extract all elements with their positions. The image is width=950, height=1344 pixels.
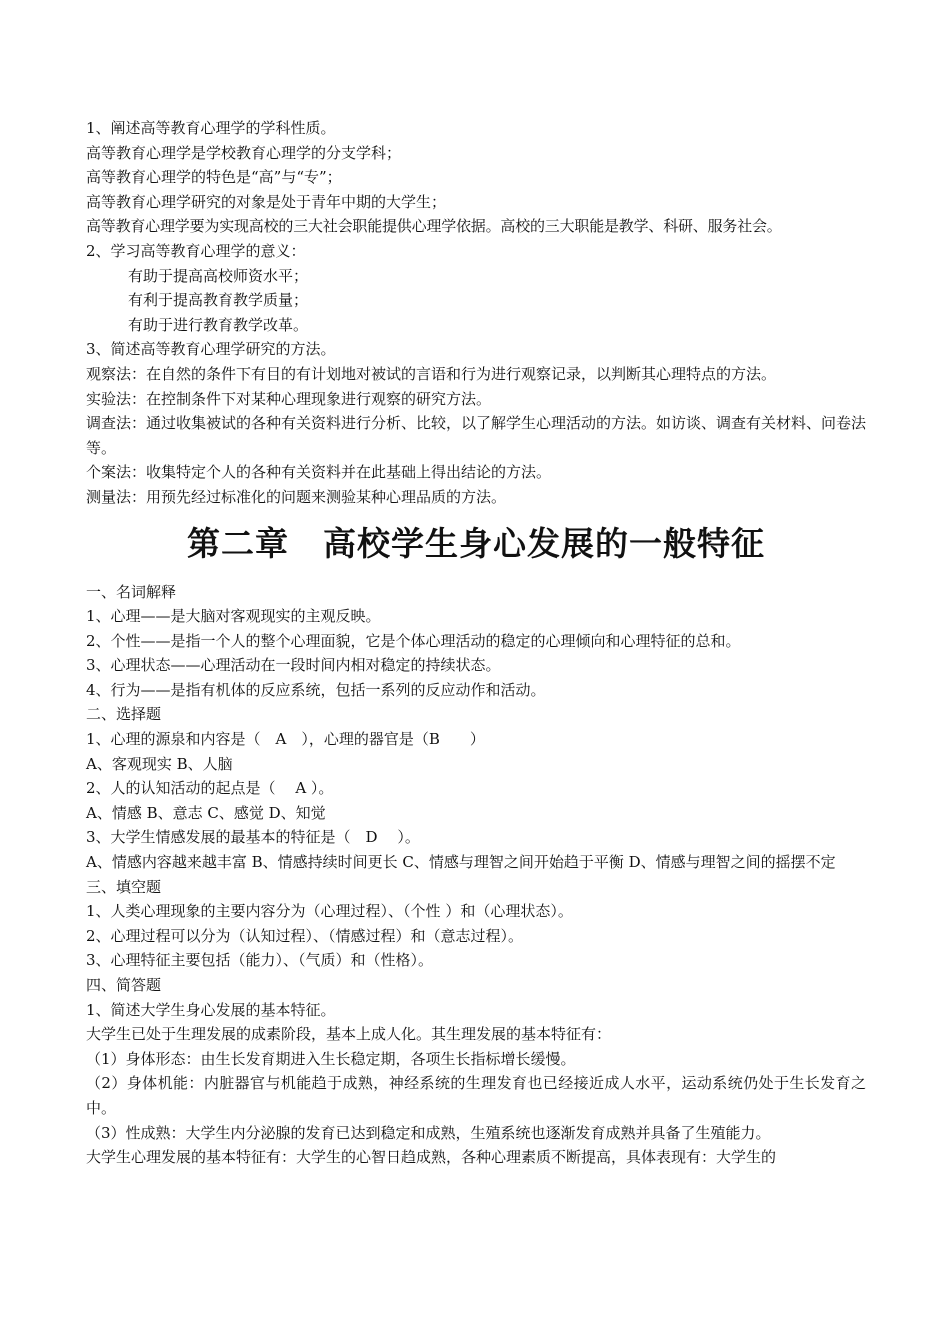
fill-line: 2、心理过程可以分为（认知过程）、（情感过程）和（意志过程）。 xyxy=(86,926,524,945)
terms-heading: 一、名词解释 xyxy=(86,582,177,601)
choice-section xyxy=(86,702,866,874)
short-answer-heading: 四、简答题 xyxy=(86,976,162,994)
term-item: 4、行为——是指有机体的反应系统，包括一系列的反应动作和活动。 xyxy=(86,680,546,699)
terms-section xyxy=(86,580,866,703)
fill-heading: 三、填空题 xyxy=(86,877,162,896)
choice-line: 3、大学生情感发展的最基本的特征是（ D ）。 xyxy=(86,828,420,847)
choice-line: A、客观现实 B、人脑 xyxy=(86,754,233,773)
choice-line: A、情感 B、意志 C、感觉 D、知觉 xyxy=(86,803,326,822)
term-item: 3、心理状态——心理活动在一段时间内相对稳定的持续状态。 xyxy=(86,656,501,675)
answer-line: 高等教育心理学的特色是“高”与“专”； xyxy=(86,168,342,187)
method-experiment: 实验法：在控制条件下对某种心理现象进行观察的研究方法。 xyxy=(86,389,492,408)
answer-line: 高等教育心理学是学校教育心理学的分支学科； xyxy=(86,143,402,162)
methods-section xyxy=(86,337,866,509)
fill-line: 1、人类心理现象的主要内容分为（心理过程）、（个性 ）和（心理状态）。 xyxy=(86,902,573,921)
section-discipline-nature xyxy=(86,116,866,264)
method-measurement: 测量法：用预先经过标准化的问题来测验某种心理品质的方法。 xyxy=(86,487,507,506)
significance-item: 有助于提高高校师资水平； xyxy=(128,266,309,285)
answer-line: 高等教育心理学研究的对象是处于青年中期的大学生； xyxy=(86,192,447,211)
short-answer-line: 1、简述大学生身心发展的基本特征。 xyxy=(86,1000,336,1019)
chapter-title: 第二章 高校学生身心发展的一般特征 xyxy=(187,523,765,563)
fill-section xyxy=(86,875,866,973)
significance-item: 有助于进行教育教学改革。 xyxy=(128,315,309,334)
answer-line: 高等教育心理学要为实现高校的三大社会职能提供心理学依据。高校的三大职能是教学、科研、服务社会。 xyxy=(86,217,782,236)
short-answer-line: 大学生心理发展的基本特征有：大学生的心智日趋成熟，各种心理素质不断提高，具体表现有：大学生的 xyxy=(86,1148,777,1167)
significance-list xyxy=(86,264,866,338)
method-case-study: 个案法：收集特定个人的各种有关资料并在此基础上得出结论的方法。 xyxy=(86,463,552,482)
choice-line: 1、心理的源泉和内容是（ A ），心理的器官是（B ） xyxy=(86,730,485,749)
method-survey: 调查法：通过收集被试的各种有关资料进行分析、比较，以了解学生心理活动的方法。如访谈、调查有关材料、问卷法等。 xyxy=(86,414,867,457)
short-answer-line: （1）身体形态：由生长发育期进入生长稳定期，各项生长指标增长缓慢。 xyxy=(86,1049,576,1068)
document-page xyxy=(86,116,866,1170)
choice-line: 2、人的认知活动的起点是（ A ）。 xyxy=(86,779,334,798)
term-item: 2、个性——是指一个人的整个心理面貌，它是个体心理活动的稳定的心理倾向和心理特征的总和。 xyxy=(86,631,741,650)
short-answer-line: （3）性成熟：大学生内分泌腺的发育已达到稳定和成熟，生殖系统也逐渐发育成熟并具备了生殖能力。 xyxy=(86,1123,771,1142)
question-3-heading: 3、简述高等教育心理学研究的方法。 xyxy=(86,340,336,359)
question-2-heading: 2、学习高等教育心理学的意义： xyxy=(86,241,306,260)
short-answer-line: 大学生已处于生理发展的成素阶段，基本上成人化。其生理发展的基本特征有： xyxy=(86,1025,612,1044)
short-answer-line: （2）身体机能：内脏器官与机能趋于成熟，神经系统的生理发育也已经接近成人水平，运动系统仍处于生长发育之中。 xyxy=(86,1074,866,1117)
choice-line: A、情感内容越来越丰富 B、情感持续时间更长 C、情感与理智之间开始趋于平衡 D、情感与理智之间的摇摆不定 xyxy=(86,853,836,872)
method-observation: 观察法：在自然的条件下有目的有计划地对被试的言语和行为进行观察记录，以判断其心理特点的方法。 xyxy=(86,364,777,383)
significance-item: 有利于提高教育教学质量； xyxy=(128,291,309,310)
term-item: 1、心理——是大脑对客观现实的主观反映。 xyxy=(86,607,381,626)
short-answer-section xyxy=(86,973,866,1170)
fill-line: 3、心理特征主要包括（能力）、（气质）和（性格）。 xyxy=(86,951,434,970)
choice-heading: 二、选择题 xyxy=(86,705,162,724)
question-1-heading: 1、阐述高等教育心理学的学科性质。 xyxy=(86,119,336,137)
